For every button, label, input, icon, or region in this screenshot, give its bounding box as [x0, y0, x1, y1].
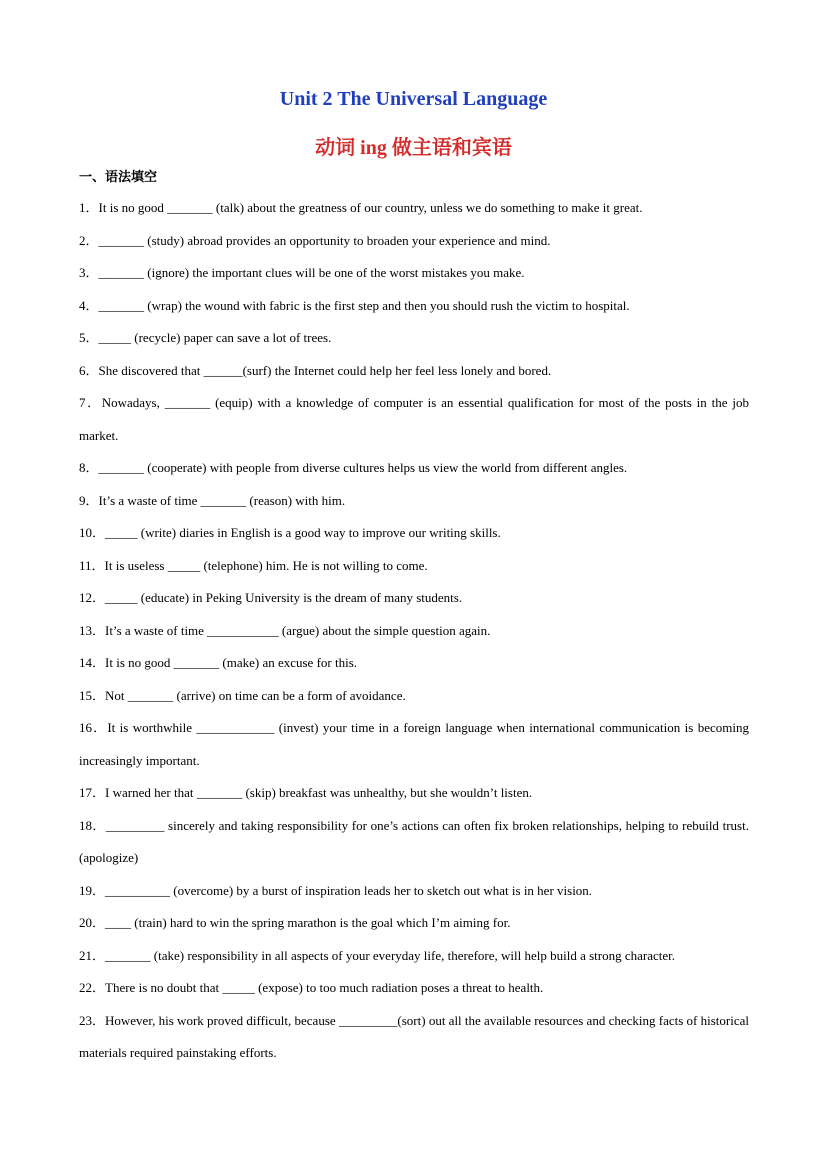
question-text: _________ sincerely and taking responsibility for one’s actions can often fix broken relationships, helping to rebuild trust. (apologize) — [79, 817, 749, 865]
question-item — [79, 1005, 749, 1070]
question-number: 7． — [79, 395, 102, 410]
grammar-topic-title: 动词 ing 做主语和宾语 — [315, 137, 512, 159]
question-text: It is worthwhile ____________ (invest) your time in a foreign language when international communication is becoming increasingly important. — [79, 720, 749, 768]
question-item — [79, 810, 749, 875]
question-text: _______ (cooperate) with people from diverse cultures helps us view the world from different angles. — [98, 460, 628, 475]
question-number: 6． — [79, 362, 99, 378]
question-item — [79, 225, 749, 258]
question-item — [79, 257, 749, 290]
question-text: _____ (write) diaries in English is a good way to improve our writing skills. — [105, 525, 501, 540]
question-item — [79, 875, 749, 908]
question-number: 2． — [79, 232, 99, 248]
question-text: I warned her that _______ (skip) breakfast was unhealthy, but she wouldn’t listen. — [105, 785, 533, 800]
question-number: 8． — [79, 460, 99, 475]
question-number: 16． — [79, 720, 108, 735]
question-text: _______ (take) responsibility in all aspects of your everyday life, therefore, will help build a strong character. — [105, 947, 676, 963]
question-text: However, his work proved difficult, because _________(sort) out all the available resources and checking facts of historical materials required painstaking efforts. — [79, 1012, 749, 1060]
question-number: 20． — [79, 915, 106, 930]
question-text: _______ (study) abroad provides an opportunity to broaden your experience and mind. — [98, 232, 551, 248]
unit-title: Unit 2 The Universal Language — [279, 88, 548, 110]
question-text: It is no good _______ (make) an excuse for this. — [105, 655, 358, 670]
question-text: __________ (overcome) by a burst of inspiration leads her to sketch out what is in her vision. — [105, 882, 593, 898]
question-text: Not _______ (arrive) on time can be a form of avoidance. — [105, 687, 406, 703]
question-list — [79, 192, 749, 1070]
question-text: Nowadays, _______ (equip) with a knowledge of computer is an essential qualification for most of the posts in the job market. — [79, 395, 749, 443]
question-number: 13． — [79, 622, 106, 638]
question-item — [79, 550, 749, 583]
question-number: 22． — [79, 980, 106, 995]
question-item — [79, 322, 749, 355]
question-text: It’s a waste of time ___________ (argue) about the simple question again. — [105, 622, 491, 638]
question-number: 15． — [79, 687, 106, 703]
question-number: 12． — [79, 590, 106, 605]
question-item — [79, 290, 749, 323]
question-number: 17． — [79, 785, 106, 800]
question-item — [79, 355, 749, 388]
question-item — [79, 777, 749, 810]
question-item — [79, 517, 749, 550]
question-number: 18． — [79, 817, 106, 833]
question-text: There is no doubt that _____ (expose) to too much radiation poses a threat to health. — [105, 980, 544, 995]
question-item — [79, 972, 749, 1005]
question-text: It is no good _______ (talk) about the greatness of our country, unless we do something to make it great. — [98, 200, 643, 215]
question-text: She discovered that ______(surf) the Internet could help her feel less lonely and bored. — [98, 362, 552, 378]
question-number: 14． — [79, 655, 106, 670]
question-item — [79, 680, 749, 713]
question-text: _______ (ignore) the important clues will be one of the worst mistakes you make. — [98, 265, 525, 280]
question-text: It is useless _____ (telephone) him. He is not willing to come. — [104, 557, 428, 573]
question-item — [79, 452, 749, 485]
question-number: 10． — [79, 525, 106, 540]
question-number: 1． — [79, 200, 99, 215]
question-number: 19． — [79, 882, 106, 898]
question-text: _____ (educate) in Peking University is the dream of many students. — [105, 590, 463, 605]
question-number: 9． — [79, 492, 99, 508]
question-text: It’s a waste of time _______ (reason) with him. — [98, 492, 346, 508]
question-number: 11． — [79, 557, 105, 573]
question-number: 4． — [79, 297, 99, 313]
question-number: 23． — [79, 1012, 106, 1028]
question-item — [79, 192, 749, 225]
question-item — [79, 615, 749, 648]
question-item — [79, 582, 749, 615]
question-item — [79, 387, 749, 452]
question-item — [79, 712, 749, 777]
question-text: ____ (train) hard to win the spring marathon is the goal which I’m aiming for. — [105, 915, 511, 930]
question-item — [79, 485, 749, 518]
section-heading: 一、语法填空 — [79, 170, 158, 185]
question-number: 3． — [79, 265, 99, 280]
question-item — [79, 907, 749, 940]
question-number: 5． — [79, 330, 99, 345]
question-text: _____ (recycle) paper can save a lot of trees. — [98, 330, 332, 345]
question-item — [79, 940, 749, 973]
question-text: _______ (wrap) the wound with fabric is the first step and then you should rush the victim to hospital. — [98, 297, 630, 313]
question-item — [79, 647, 749, 680]
question-number: 21． — [79, 947, 106, 963]
